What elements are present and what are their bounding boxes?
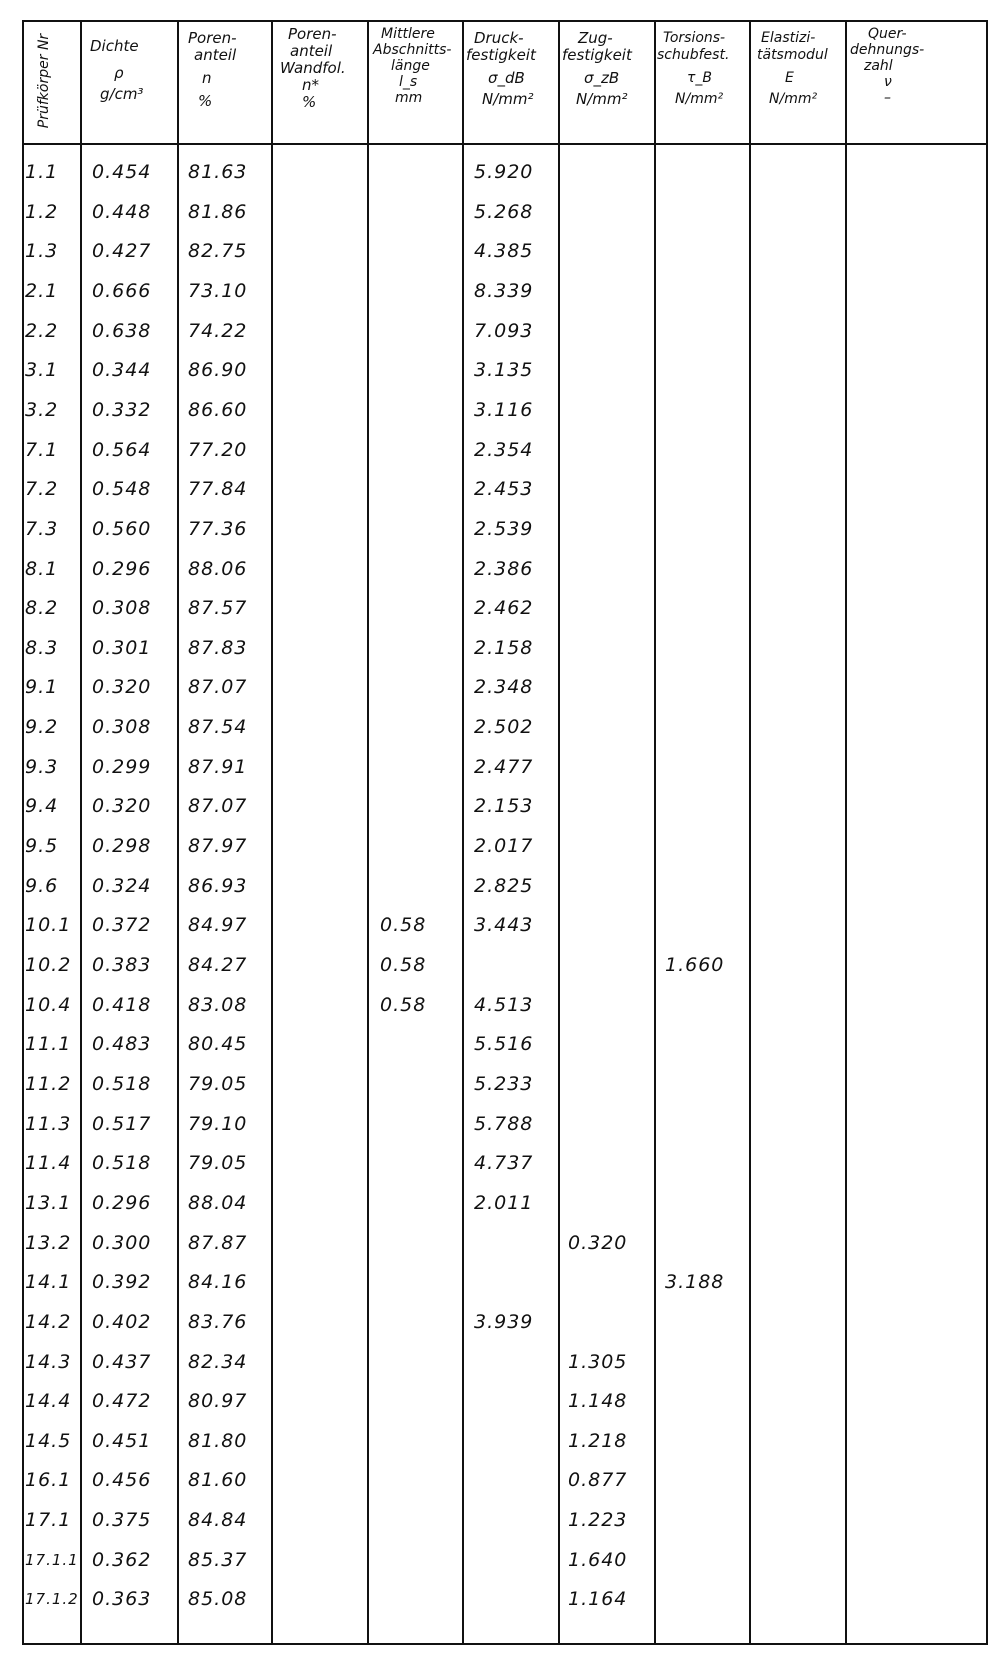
cell-specimen-id: 16.1: [25, 1469, 72, 1492]
table-row: [22, 1263, 988, 1301]
cell-specimen-id: 3.2: [25, 398, 59, 421]
header-torsion-line: Torsions-: [663, 30, 726, 46]
cell-density: 0.418: [92, 993, 152, 1016]
cell-density: 0.324: [92, 874, 152, 897]
header-segment-length-line: länge: [391, 58, 430, 74]
cell-tensile: 0.320: [568, 1231, 628, 1254]
table-row: [22, 1580, 988, 1618]
cell-specimen-id: 17.1.2: [25, 1590, 79, 1609]
header-porosity-wall-line: %: [302, 93, 317, 111]
cell-compressive: 5.920: [474, 161, 534, 183]
table-row: [22, 1065, 988, 1103]
cell-porosity: 80.45: [188, 1033, 248, 1056]
cell-porosity: 80.97: [188, 1390, 248, 1413]
table-row: [22, 827, 988, 865]
cell-density: 0.296: [92, 1191, 152, 1214]
table-row: [22, 312, 988, 350]
header-compressive-line: festigkeit: [466, 46, 536, 64]
header-torsion-line: N/mm²: [675, 91, 724, 107]
cell-segment-length: 0.58: [380, 993, 427, 1016]
header-poisson-line: ν: [884, 74, 892, 90]
table-row: [22, 748, 988, 786]
cell-specimen-id: 13.1: [25, 1191, 72, 1214]
header-elastic: [753, 30, 828, 108]
cell-porosity: 81.80: [188, 1429, 248, 1452]
cell-density: 0.666: [92, 279, 152, 302]
cell-porosity: 86.93: [188, 874, 248, 897]
cell-porosity: 86.90: [188, 359, 248, 382]
header-segment-length-line: Abschnitts-: [373, 42, 452, 58]
header-compressive-line: σ_dB: [488, 69, 525, 87]
cell-specimen-id: 11.4: [25, 1152, 72, 1175]
table-row: [22, 510, 988, 548]
header-poisson-line: Quer-: [868, 26, 907, 42]
table-row: [22, 193, 988, 231]
cell-compressive: 3.443: [474, 914, 534, 937]
cell-compressive: 4.737: [474, 1152, 534, 1175]
header-porosity-line: anteil: [194, 46, 237, 64]
cell-specimen-id: 9.3: [25, 755, 59, 778]
table-row: [22, 986, 988, 1024]
cell-compressive: 2.158: [474, 636, 534, 659]
cell-porosity: 83.76: [188, 1310, 248, 1333]
header-segment-length: [373, 26, 451, 106]
table-row: [22, 232, 988, 270]
cell-porosity: 77.20: [188, 438, 248, 461]
header-torsion-line: schubfest.: [657, 47, 730, 63]
header-compressive-line: Druck-: [474, 29, 524, 47]
cell-specimen-id: 9.4: [25, 795, 59, 818]
cell-specimen-id: 14.4: [25, 1390, 72, 1413]
header-elastic-line: Elastizi-: [761, 30, 816, 46]
cell-specimen-id: 14.2: [25, 1310, 72, 1333]
cell-porosity: 86.60: [188, 398, 248, 421]
cell-specimen-id: 10.1: [25, 914, 72, 937]
cell-specimen-id: 9.6: [25, 874, 59, 897]
cell-density: 0.372: [92, 914, 152, 937]
cell-specimen-id: 9.2: [25, 716, 59, 739]
cell-density: 0.451: [92, 1429, 152, 1452]
cell-specimen-id: 7.2: [25, 478, 59, 501]
header-poisson-line: –: [884, 90, 891, 106]
cell-density: 0.383: [92, 954, 152, 976]
cell-porosity: 87.83: [188, 636, 248, 659]
table-row: [22, 470, 988, 508]
header-divider: [22, 143, 988, 145]
cell-porosity: 77.36: [188, 517, 248, 540]
header-tensile: [562, 30, 632, 108]
table-row: [22, 1025, 988, 1063]
cell-tensile: 1.640: [568, 1548, 628, 1571]
cell-porosity: 79.10: [188, 1112, 248, 1135]
cell-compressive: 2.462: [474, 597, 534, 620]
cell-porosity: 74.22: [188, 319, 248, 342]
cell-specimen-id: 17.1: [25, 1509, 72, 1532]
header-tensile-line: σ_zB: [584, 69, 620, 87]
table-row: [22, 1382, 988, 1420]
cell-density: 0.299: [92, 755, 152, 778]
cell-specimen-id: 14.5: [25, 1429, 72, 1452]
cell-density: 0.448: [92, 200, 152, 223]
cell-density: 0.560: [92, 517, 152, 540]
header-porosity: [188, 30, 237, 110]
cell-compressive: 5.516: [474, 1033, 534, 1056]
cell-tensile: 1.148: [568, 1390, 628, 1413]
table-row: [22, 153, 988, 191]
cell-compressive: 5.788: [474, 1112, 534, 1135]
header-porosity-wall-line: anteil: [290, 42, 333, 60]
cell-porosity: 79.05: [188, 1152, 248, 1175]
cell-tensile: 1.218: [568, 1429, 628, 1452]
table-row: [22, 1144, 988, 1182]
header-density-line: g/cm³: [100, 85, 144, 103]
header-tensile-line: festigkeit: [562, 46, 632, 64]
cell-specimen-id: 11.2: [25, 1072, 72, 1095]
cell-porosity: 82.75: [188, 240, 248, 263]
cell-compressive: 2.017: [474, 835, 534, 858]
header-elastic-line: E: [785, 70, 794, 86]
cell-tensile: 1.305: [568, 1350, 628, 1373]
cell-specimen-id: 11.1: [25, 1033, 72, 1056]
cell-specimen-id: 8.1: [25, 557, 59, 580]
cell-compressive: 2.386: [474, 557, 534, 580]
cell-specimen-id: 14.3: [25, 1350, 72, 1373]
cell-specimen-id: 2.1: [25, 279, 59, 302]
cell-density: 0.320: [92, 676, 152, 699]
cell-porosity: 85.37: [188, 1548, 248, 1571]
header-porosity-wall-line: Wandfol.: [280, 59, 346, 77]
cell-compressive: 2.348: [474, 676, 534, 699]
cell-compressive: 2.539: [474, 517, 534, 540]
header-porosity-wall-line: Poren-: [288, 25, 337, 43]
cell-porosity: 77.84: [188, 478, 248, 501]
cell-porosity: 84.84: [188, 1509, 248, 1532]
cell-density: 0.320: [92, 795, 152, 818]
cell-compressive: 8.339: [474, 279, 534, 302]
cell-compressive: 2.453: [474, 478, 534, 501]
cell-density: 0.564: [92, 438, 152, 461]
cell-density: 0.437: [92, 1350, 152, 1373]
cell-torsion: 1.660: [665, 954, 725, 976]
table-row: [22, 629, 988, 667]
cell-porosity: 87.57: [188, 597, 248, 620]
cell-density: 0.300: [92, 1231, 152, 1254]
table-row: [22, 1105, 988, 1143]
table-row: [22, 906, 988, 944]
cell-porosity: 84.97: [188, 914, 248, 937]
cell-density: 0.296: [92, 557, 152, 580]
cell-density: 0.362: [92, 1548, 152, 1571]
cell-compressive: 2.153: [474, 795, 534, 818]
table-row: [22, 787, 988, 825]
cell-porosity: 87.07: [188, 676, 248, 699]
cell-specimen-id: 3.1: [25, 359, 59, 382]
header-porosity-wall: [280, 26, 346, 111]
table-row: [22, 1501, 988, 1539]
cell-porosity: 73.10: [188, 279, 248, 302]
cell-density: 0.308: [92, 716, 152, 739]
header-porosity-wall-line: n*: [302, 76, 320, 94]
cell-compressive: 4.385: [474, 240, 534, 263]
table-row: [22, 1422, 988, 1460]
cell-specimen-id: 13.2: [25, 1231, 72, 1254]
cell-porosity: 79.05: [188, 1072, 248, 1095]
header-compressive: [466, 30, 536, 108]
header-porosity-line: Poren-: [188, 29, 237, 47]
table-row: [22, 1184, 988, 1222]
header-segment-length-line: Mittlere: [381, 26, 435, 42]
cell-porosity: 81.63: [188, 161, 248, 183]
cell-compressive: 2.354: [474, 438, 534, 461]
cell-specimen-id: 9.5: [25, 835, 59, 858]
cell-porosity: 82.34: [188, 1350, 248, 1373]
cell-porosity: 81.86: [188, 200, 248, 223]
cell-compressive: 5.268: [474, 200, 534, 223]
cell-specimen-id: 7.1: [25, 438, 59, 461]
table-row: [22, 431, 988, 469]
cell-porosity: 87.07: [188, 795, 248, 818]
cell-density: 0.344: [92, 359, 152, 382]
cell-density: 0.363: [92, 1588, 152, 1611]
table-row: [22, 1343, 988, 1381]
table-row: [22, 1224, 988, 1262]
cell-specimen-id: 14.1: [25, 1271, 72, 1294]
table-row: [22, 867, 988, 905]
header-density-line: Dichte: [90, 37, 139, 55]
header-compressive-line: N/mm²: [482, 90, 534, 108]
header-segment-length-line: mm: [395, 90, 423, 106]
header-poisson: [850, 26, 924, 106]
cell-compressive: 2.477: [474, 755, 534, 778]
header-porosity-line: %: [198, 92, 213, 110]
cell-compressive: 2.825: [474, 874, 534, 897]
cell-density: 0.298: [92, 835, 152, 858]
cell-porosity: 88.06: [188, 557, 248, 580]
cell-specimen-id: 8.2: [25, 597, 59, 620]
cell-compressive: 3.135: [474, 359, 534, 382]
table-row: [22, 1461, 988, 1499]
cell-compressive: 3.116: [474, 398, 534, 421]
cell-density: 0.454: [92, 161, 152, 183]
cell-density: 0.472: [92, 1390, 152, 1413]
cell-density: 0.308: [92, 597, 152, 620]
cell-torsion: 3.188: [665, 1271, 725, 1294]
cell-porosity: 83.08: [188, 993, 248, 1016]
table-row: [22, 589, 988, 627]
cell-density: 0.518: [92, 1072, 152, 1095]
cell-specimen-id: 17.1.1: [25, 1550, 79, 1569]
header-tensile-line: Zug-: [578, 29, 613, 47]
header-specimen: [25, 22, 63, 140]
table-row: [22, 668, 988, 706]
cell-porosity: 85.08: [188, 1588, 248, 1611]
cell-specimen-id: 10.4: [25, 993, 72, 1016]
cell-density: 0.638: [92, 319, 152, 342]
table-row: [22, 272, 988, 310]
cell-density: 0.392: [92, 1271, 152, 1294]
cell-specimen-id: 1.3: [25, 240, 59, 263]
cell-porosity: 87.91: [188, 755, 248, 778]
cell-compressive: 5.233: [474, 1072, 534, 1095]
cell-specimen-id: 1.2: [25, 200, 59, 223]
cell-porosity: 87.97: [188, 835, 248, 858]
cell-specimen-id: 7.3: [25, 517, 59, 540]
header-torsion: [657, 30, 729, 108]
header-tensile-line: N/mm²: [576, 90, 628, 108]
cell-density: 0.427: [92, 240, 152, 263]
table-row: [22, 1541, 988, 1579]
cell-density: 0.518: [92, 1152, 152, 1175]
cell-compressive: 2.502: [474, 716, 534, 739]
cell-porosity: 84.16: [188, 1271, 248, 1294]
cell-specimen-id: 2.2: [25, 319, 59, 342]
cell-porosity: 87.54: [188, 716, 248, 739]
header-porosity-line: n: [202, 69, 212, 87]
cell-porosity: 81.60: [188, 1469, 248, 1492]
table-row: [22, 708, 988, 746]
table-row: [22, 1303, 988, 1341]
cell-tensile: 1.223: [568, 1509, 628, 1532]
cell-segment-length: 0.58: [380, 954, 427, 976]
header-elastic-line: tätsmodul: [757, 47, 828, 63]
table-row: [22, 391, 988, 429]
cell-specimen-id: 11.3: [25, 1112, 72, 1135]
header-specimen-label: Prüfkörper Nr: [36, 33, 52, 129]
cell-density: 0.456: [92, 1469, 152, 1492]
cell-specimen-id: 10.2: [25, 954, 72, 976]
cell-porosity: 87.87: [188, 1231, 248, 1254]
header-elastic-line: N/mm²: [769, 91, 818, 107]
cell-density: 0.402: [92, 1310, 152, 1333]
cell-density: 0.548: [92, 478, 152, 501]
header-poisson-line: dehnungs-: [850, 42, 925, 58]
cell-compressive: 7.093: [474, 319, 534, 342]
header-segment-length-line: l_s: [399, 74, 418, 90]
cell-compressive: 3.939: [474, 1310, 534, 1333]
cell-density: 0.375: [92, 1509, 152, 1532]
cell-segment-length: 0.58: [380, 914, 427, 937]
cell-density: 0.332: [92, 398, 152, 421]
cell-specimen-id: 1.1: [25, 161, 59, 183]
header-torsion-line: τ_B: [687, 70, 713, 86]
cell-tensile: 1.164: [568, 1588, 628, 1611]
table-row: [22, 946, 988, 984]
table-row: [22, 550, 988, 588]
cell-specimen-id: 9.1: [25, 676, 59, 699]
cell-compressive: 4.513: [474, 993, 534, 1016]
header-density: [90, 38, 143, 103]
cell-porosity: 88.04: [188, 1191, 248, 1214]
cell-density: 0.301: [92, 636, 152, 659]
cell-porosity: 84.27: [188, 954, 248, 976]
cell-density: 0.483: [92, 1033, 152, 1056]
table-row: [22, 351, 988, 389]
cell-compressive: 2.011: [474, 1191, 534, 1214]
cell-density: 0.517: [92, 1112, 152, 1135]
cell-tensile: 0.877: [568, 1469, 628, 1492]
cell-specimen-id: 8.3: [25, 636, 59, 659]
header-poisson-line: zahl: [864, 58, 893, 74]
header-density-line: ρ: [114, 64, 124, 82]
